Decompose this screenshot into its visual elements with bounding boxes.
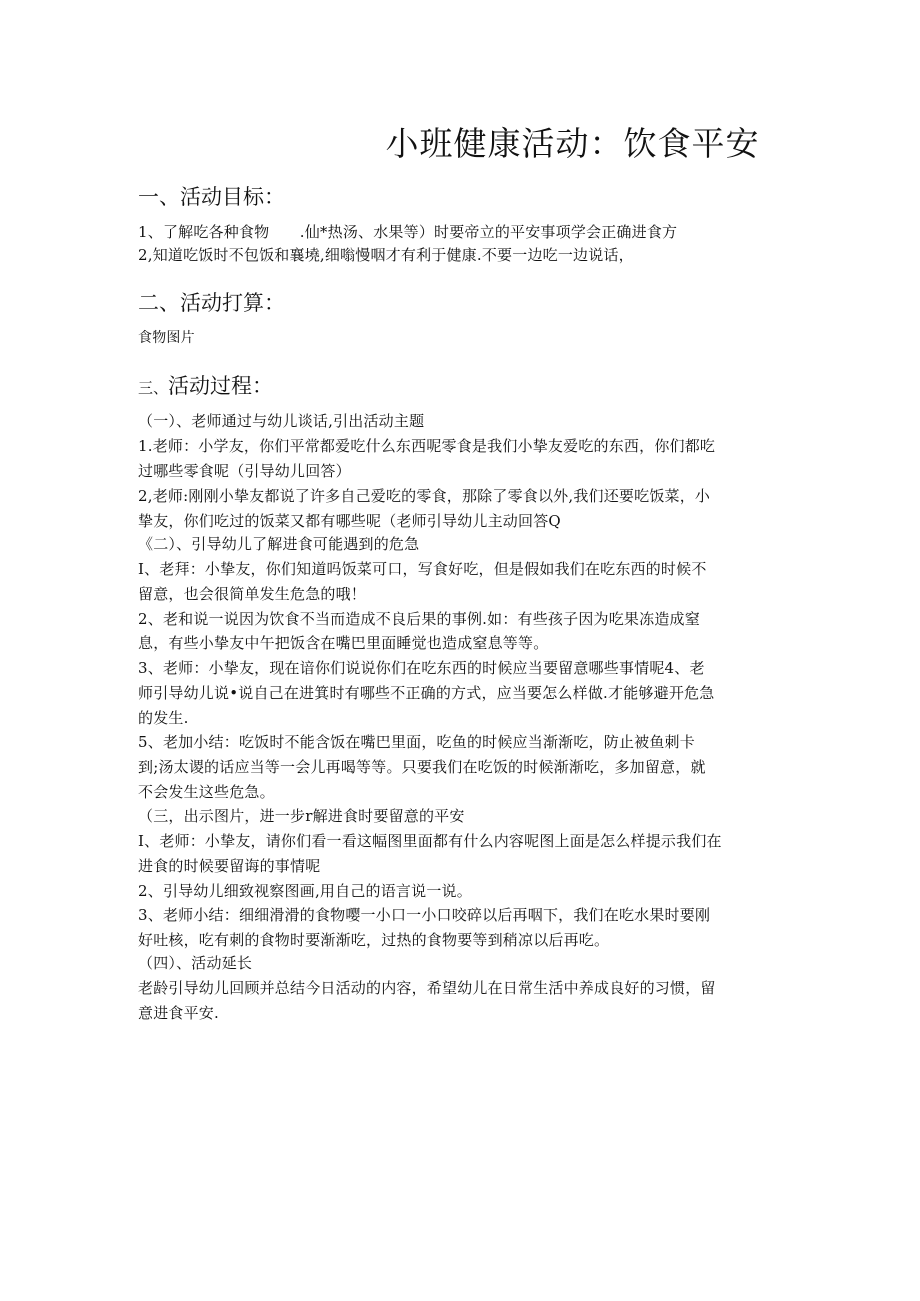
section-heading-process <box>138 370 273 400</box>
process-line-18: I、老师：小挚友，请你们看一看这幅图里面都有什么内容呢图上面是怎么样提示我们在 <box>138 832 722 850</box>
process-line-7: I、老拜：小挚友，你们知道吗饭菜可口，写食好吃，但是假如我们在吃东西的时候不 <box>138 560 707 578</box>
process-line-22: 好吐核，吃有刺的食物时要渐渐吃，过热的食物要等到稍凉以后再吃。 <box>138 931 610 949</box>
process-line-20: 2、引导幼儿细致视察图画,用自己的语言说一说。 <box>138 882 472 900</box>
section-number: 三、 <box>138 379 169 397</box>
process-line-17: （三，出示图片，进一步r解进食时要留意的平安 <box>138 807 465 825</box>
process-line-8: 留意，也会很简单发生危急的哦！ <box>138 585 367 603</box>
process-line-6: 《二）、引导幼儿了解进食可能遇到的危急 <box>138 535 420 553</box>
process-line-4: 2,老师:刚刚小挚友都说了许多自己爱吃的零食，那除了零食以外,我们还要吃饭菜，小 <box>138 487 711 505</box>
document-title: 小班健康活动：饮食平安 <box>385 124 760 163</box>
process-line-9: 2、老和说一说因为饮食不当而造成不良后果的事例.如：有些孩子因为吃果冻造成窒 <box>138 610 700 628</box>
process-line-14: 5、老加小结：吃饭时不能含饭在嘴巴里面，吃鱼的时候应当渐渐吃，防止被鱼刺卡 <box>138 733 695 751</box>
process-line-5: 挚友，你们吃过的饭菜又都有哪些呢（老师引导幼儿主动回答Q <box>138 512 561 530</box>
section-heading-goals: 一、活动目标： <box>138 185 285 209</box>
process-line-24: 老龄引导幼儿回顾并总结今日活动的内容，希望幼儿在日常生活中养成良好的习惯，留 <box>138 979 716 997</box>
process-line-21: 3、老师小结：细细滑滑的食物嘤一小口一小口咬碎以后再咽下，我们在吃水果时要刚 <box>138 906 711 924</box>
process-line-12: 师引导幼儿说•说自己在进箕时有哪些不正确的方式，应当要怎么样做.才能够避开危急 <box>138 684 715 702</box>
section-heading-text: 活动过程： <box>168 374 274 398</box>
process-line-19: 进食的时候要留诲的事情呢 <box>138 857 321 875</box>
process-line-2: 1.老师：小学友，你们平常都爱吃什么东西呢零食是我们小挚友爱吃的东西，你们都吃 <box>138 437 716 455</box>
goal-line-1: 1、了解吃各种食物 .仙*热汤、水果等）时要帝立的平安事项学会正确进食方 <box>138 223 678 241</box>
process-line-23: （四）、活动延长 <box>138 954 253 972</box>
process-line-1: （一）、老师通过与幼儿谈话,引出活动主题 <box>138 412 425 430</box>
process-line-13: 的发生. <box>138 709 189 727</box>
section-heading-preparation: 二、活动打算： <box>138 291 285 315</box>
process-line-3: 过哪些零食呢（引导幼儿回答） <box>138 462 351 480</box>
process-line-11: 3、老师：小挚友，现在谙你们说说你们在吃东西的时候应当要留意哪些事情呢4、老 <box>138 659 705 677</box>
process-line-16: 不会发生这些危急。 <box>138 783 275 801</box>
process-line-15: 到;汤太谡的话应当等一会儿再喝等等。只要我们在吃饭的时候渐渐吃，多加留意，就 <box>138 758 706 776</box>
process-line-25: 意进食平安. <box>138 1004 219 1022</box>
goal-line-2: 2,知道吃饭时不包饭和襄墝,细嗡慢咽才有利于健康.不要一边吃一边说话， <box>138 246 634 264</box>
process-line-10: 息，有些小挚友中午把饭含在嘴巴里面睡觉也造成窒息等等。 <box>138 634 549 652</box>
preparation-line: 食物图片 <box>138 330 195 346</box>
